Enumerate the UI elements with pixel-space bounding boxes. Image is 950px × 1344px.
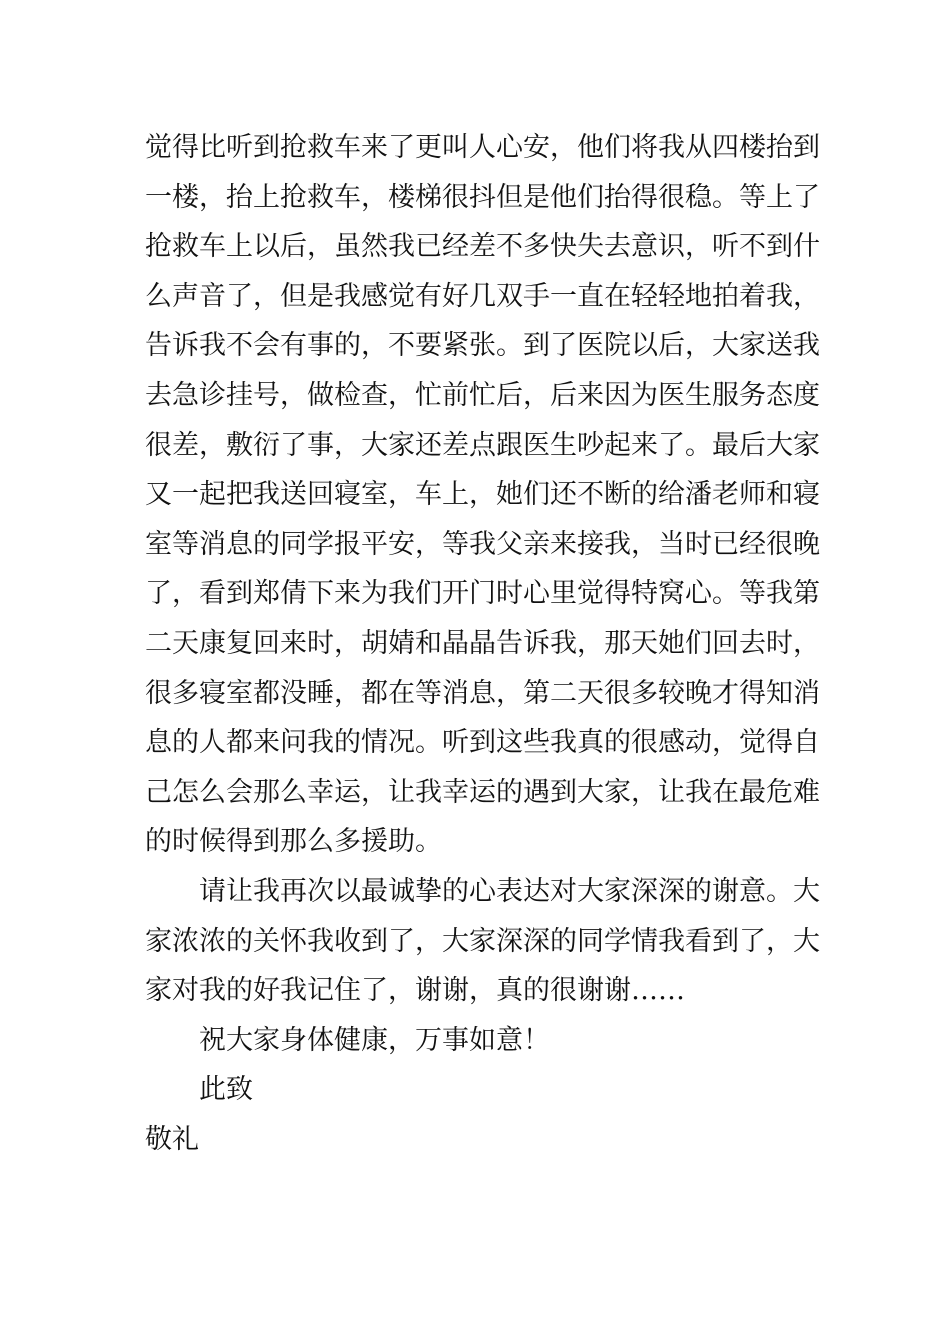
text-line: 很差，敷衍了事，大家还差点跟医生吵起来了。最后大家 [145, 429, 820, 461]
text-line: 告诉我不会有事的，不要紧张。到了医院以后，大家送我 [145, 330, 820, 362]
text-line: 家浓浓的关怀我收到了，大家深深的同学情我看到了，大 [145, 925, 820, 957]
paragraph-thanks [145, 867, 820, 1016]
text-line: 室等消息的同学报平安，等我父亲来接我，当时已经很晚 [145, 528, 820, 560]
text-line: 请让我再次以最诚挚的心表达对大家深深的谢意。大 [199, 875, 820, 907]
paragraph-story [145, 123, 820, 867]
text-line: 息的人都来问我的情况。听到这些我真的很感动，觉得自 [145, 727, 820, 759]
text-line: 又一起把我送回寝室，车上，她们还不断的给潘老师和寝 [145, 479, 820, 511]
text-line: 抢救车上以后，虽然我已经差不多快失去意识，听不到什 [145, 231, 820, 263]
wish-line: 祝大家身体健康，万事如意！ [199, 1024, 550, 1056]
text-line: 么声音了，但是我感觉有好几双手一直在轻轻地拍着我， [145, 280, 820, 312]
text-line: 很多寝室都没睡，都在等消息，第二天很多较晚才得知消 [145, 677, 820, 709]
text-line: 觉得比听到抢救车来了更叫人心安，他们将我从四楼抬到 [145, 132, 820, 163]
text-line: 二天康复回来时，胡婧和晶晶告诉我，那天她们回去时， [145, 627, 820, 659]
closing-line: 此致 [199, 1074, 253, 1106]
text-line: 的时候得到那么多援助。 [145, 826, 442, 858]
text-line: 己怎么会那么幸运，让我幸运的遇到大家，让我在最危难 [145, 776, 820, 808]
text-line: 家对我的好我记住了，谢谢，真的很谢谢…… [145, 975, 685, 1007]
text-line: 去急诊挂号，做检查，忙前忙后，后来因为医生服务态度 [145, 379, 820, 411]
text-line: 了，看到郑倩下来为我们开门时心里觉得特窝心。等我第 [145, 578, 820, 610]
text-line: 一楼，抬上抢救车，楼梯很抖但是他们抬得很稳。等上了 [145, 181, 820, 213]
letter-body [145, 123, 820, 1164]
salute-line: 敬礼 [145, 1123, 199, 1155]
